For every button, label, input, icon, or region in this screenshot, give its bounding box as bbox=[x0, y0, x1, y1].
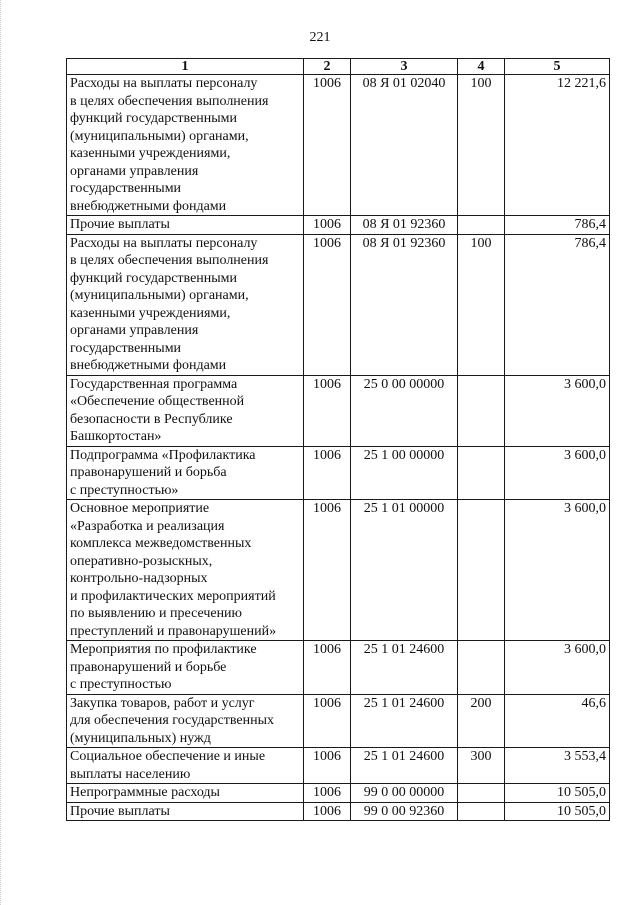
row-name bbox=[67, 216, 304, 235]
row-code: 25 1 01 24600 bbox=[351, 694, 458, 748]
header-col-2: 2 bbox=[304, 59, 351, 75]
table-row bbox=[67, 446, 610, 500]
row-expense-type: 100 bbox=[458, 75, 505, 216]
row-section: 1006 bbox=[304, 75, 351, 216]
row-name-line: казенными учреждениями, bbox=[70, 305, 231, 321]
row-code: 25 1 00 00000 bbox=[351, 446, 458, 500]
row-name-line: государственными bbox=[70, 181, 182, 196]
row-expense-type bbox=[458, 641, 505, 695]
table-row bbox=[67, 75, 610, 216]
row-code: 25 1 01 24600 bbox=[351, 641, 458, 695]
header-row bbox=[67, 59, 610, 75]
header-col-5: 5 bbox=[505, 59, 610, 75]
row-name-line: органами управления bbox=[70, 323, 199, 338]
row-name-line: «Разработка и реализация bbox=[70, 518, 225, 534]
row-name-line: «Обеспечение общественной bbox=[70, 394, 245, 409]
row-expense-type: 100 bbox=[458, 234, 505, 375]
row-name-line: Основное мероприятие bbox=[70, 501, 210, 516]
row-name bbox=[67, 375, 304, 446]
row-name bbox=[67, 446, 304, 500]
row-name-line: комплекса межведомственных bbox=[70, 536, 252, 551]
scan-edge bbox=[0, 0, 5, 905]
row-name-line: по выявлению и пресечению bbox=[70, 606, 243, 621]
row-name-line: в целях обеспечения выполнения bbox=[70, 93, 269, 109]
row-name-line: Прочие выплаты bbox=[70, 803, 170, 819]
row-expense-type: 300 bbox=[458, 748, 505, 784]
row-code: 08 Я 01 92360 bbox=[351, 216, 458, 235]
row-amount: 786,4 bbox=[505, 234, 610, 375]
row-name-line: безопасности в Республике bbox=[70, 411, 233, 427]
row-expense-type bbox=[458, 802, 505, 821]
row-name-line: функций государственными bbox=[70, 270, 238, 286]
row-name-line: преступлений и правонарушений» bbox=[70, 623, 277, 639]
row-section: 1006 bbox=[304, 446, 351, 500]
table-row bbox=[67, 748, 610, 784]
row-expense-type bbox=[458, 375, 505, 446]
row-name-line: Башкортостан» bbox=[70, 429, 162, 444]
row-name-line: (муниципальных) нужд bbox=[70, 730, 211, 746]
row-name-line: Мероприятия по профилактике bbox=[70, 642, 257, 657]
row-section: 1006 bbox=[304, 784, 351, 803]
row-amount: 3 600,0 bbox=[505, 375, 610, 446]
row-expense-type bbox=[458, 446, 505, 500]
table-row bbox=[67, 216, 610, 235]
row-name-line: органами управления bbox=[70, 163, 199, 179]
row-name-line: с преступностью» bbox=[70, 482, 179, 498]
table-row bbox=[67, 694, 610, 748]
row-section: 1006 bbox=[304, 802, 351, 821]
row-name-line: и профилактических мероприятий bbox=[70, 588, 276, 604]
table-row bbox=[67, 500, 610, 641]
row-name-line: внебюджетными фондами bbox=[70, 198, 227, 214]
table-header bbox=[67, 59, 610, 75]
row-name-line: с преступностью bbox=[70, 677, 172, 692]
row-name-line: оперативно-розыскных, bbox=[70, 553, 213, 569]
row-name-line: казенными учреждениями, bbox=[70, 146, 231, 161]
row-name-line: Прочие выплаты bbox=[70, 217, 170, 232]
row-section: 1006 bbox=[304, 500, 351, 641]
row-name-line: в целях обеспечения выполнения bbox=[70, 253, 269, 268]
row-name-line: Закупка товаров, работ и услуг bbox=[70, 695, 255, 711]
table-body bbox=[67, 75, 610, 821]
row-expense-type: 200 bbox=[458, 694, 505, 748]
table-row bbox=[67, 375, 610, 446]
row-name-line: правонарушений и борьба bbox=[70, 465, 227, 480]
row-code: 08 Я 01 92360 bbox=[351, 234, 458, 375]
row-expense-type bbox=[458, 500, 505, 641]
header-col-1: 1 bbox=[67, 59, 304, 75]
row-amount: 3 600,0 bbox=[505, 500, 610, 641]
row-expense-type bbox=[458, 784, 505, 803]
row-name-line: (муниципальными) органами, bbox=[70, 128, 249, 144]
row-name bbox=[67, 784, 304, 803]
row-name-line: Расходы на выплаты персоналу bbox=[70, 235, 258, 251]
page-number: 221 bbox=[309, 30, 331, 45]
row-name-line: Непрограммные расходы bbox=[70, 785, 220, 800]
row-code: 08 Я 01 02040 bbox=[351, 75, 458, 216]
row-section: 1006 bbox=[304, 694, 351, 748]
budget-table bbox=[66, 58, 610, 821]
row-name-line: выплаты населению bbox=[70, 766, 191, 782]
row-amount: 3 600,0 bbox=[505, 446, 610, 500]
row-name-line: государственными bbox=[70, 340, 182, 356]
table-row bbox=[67, 802, 610, 821]
row-name-line: функций государственными bbox=[70, 111, 238, 126]
header-col-3: 3 bbox=[351, 59, 458, 75]
table-row bbox=[67, 784, 610, 803]
row-name bbox=[67, 500, 304, 641]
row-expense-type bbox=[458, 216, 505, 235]
row-name bbox=[67, 694, 304, 748]
row-code: 25 1 01 24600 bbox=[351, 748, 458, 784]
row-name-line: Государственная программа bbox=[70, 376, 238, 392]
row-code: 99 0 00 92360 bbox=[351, 802, 458, 821]
row-section: 1006 bbox=[304, 641, 351, 695]
row-section: 1006 bbox=[304, 748, 351, 784]
row-section: 1006 bbox=[304, 234, 351, 375]
row-amount: 10 505,0 bbox=[505, 802, 610, 821]
row-amount: 3 600,0 bbox=[505, 641, 610, 695]
row-name-line: (муниципальными) органами, bbox=[70, 288, 249, 303]
row-name-line: Подпрограмма «Профилактика bbox=[70, 447, 256, 463]
row-amount: 12 221,6 bbox=[505, 75, 610, 216]
row-name bbox=[67, 641, 304, 695]
table-row bbox=[67, 234, 610, 375]
row-name-line: контрольно-надзорных bbox=[70, 571, 208, 586]
row-name bbox=[67, 802, 304, 821]
row-amount: 10 505,0 bbox=[505, 784, 610, 803]
table-row bbox=[67, 641, 610, 695]
row-code: 25 1 01 00000 bbox=[351, 500, 458, 641]
row-name-line: внебюджетными фондами bbox=[70, 358, 227, 373]
row-name bbox=[67, 748, 304, 784]
row-amount: 3 553,4 bbox=[505, 748, 610, 784]
row-code: 99 0 00 00000 bbox=[351, 784, 458, 803]
row-amount: 786,4 bbox=[505, 216, 610, 235]
row-amount: 46,6 bbox=[505, 694, 610, 748]
row-section: 1006 bbox=[304, 375, 351, 446]
row-name-line: Расходы на выплаты персоналу bbox=[70, 76, 258, 91]
row-section: 1006 bbox=[304, 216, 351, 235]
row-name-line: правонарушений и борьбе bbox=[70, 659, 227, 675]
row-name bbox=[67, 75, 304, 216]
header-col-4: 4 bbox=[458, 59, 505, 75]
row-code: 25 0 00 00000 bbox=[351, 375, 458, 446]
row-name-line: Социальное обеспечение и иные bbox=[70, 749, 266, 764]
row-name bbox=[67, 234, 304, 375]
row-name-line: для обеспечения государственных bbox=[70, 713, 274, 728]
